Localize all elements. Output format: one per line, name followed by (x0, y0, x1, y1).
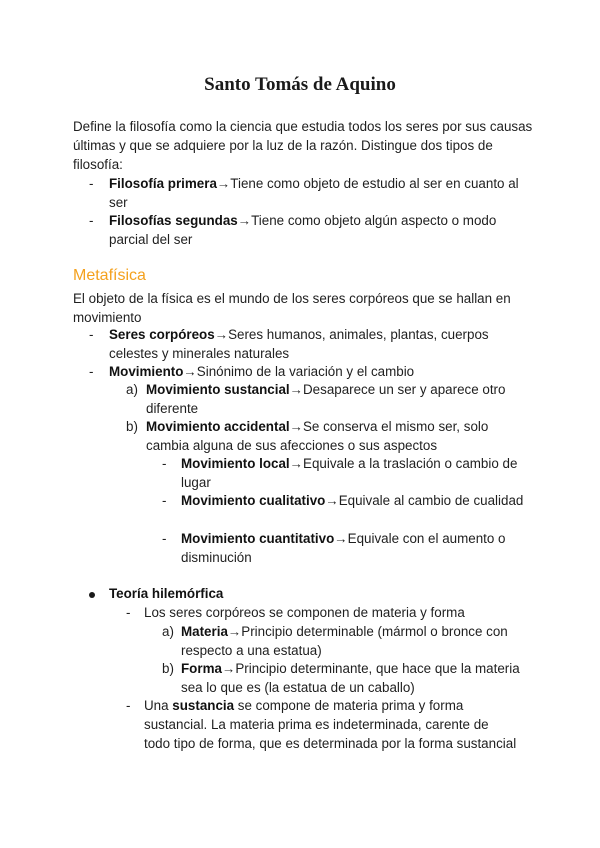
dash-marker: - (89, 327, 94, 342)
term-movimiento-local: Movimiento local (181, 456, 290, 471)
page-title: Santo Tomás de Aquino (204, 74, 396, 95)
definition-seres-corporeos: →Seres humanos, animales, plantas, cuerpos celestes y minerales naturales (109, 327, 489, 361)
list-marker: b) (162, 661, 174, 676)
term-materia: Materia (181, 624, 228, 639)
definition-movimiento-accidental: →Se conserva el mismo ser, solo cambia alguna de sus afecciones o sus aspectos (146, 419, 489, 453)
term-sustancia: sustancia (172, 698, 235, 713)
sustancia-prefix: Una (144, 698, 173, 713)
term-seres-corporeos: Seres corpóreos (109, 327, 215, 342)
term-filosofias-segundas: Filosofías segundas (109, 213, 238, 228)
term-movimiento-cualitativo: Movimiento cualitativo (181, 493, 326, 508)
dash-marker: - (126, 605, 131, 620)
section-heading-metafisica: Metafísica (73, 267, 146, 284)
term-movimiento: Movimiento (109, 364, 184, 379)
definition-movimiento-cuantitativo: →Equivale con el aumento o disminución (181, 531, 506, 565)
definition-forma: →Principio determinante, que hace que la materia sea lo que es (la estatua de un caballo) (181, 661, 520, 695)
bullet-marker (89, 592, 95, 598)
term-filosofia-primera: Filosofía primera (109, 176, 217, 191)
dash-marker: - (89, 213, 94, 228)
dash-marker: - (126, 698, 131, 713)
intro-paragraph: Define la filosofía como la ciencia que estudia todos los seres por sus causas últimas y que se adquiere por la luz de la razón. Distingue dos tipos de filosofía: (73, 119, 533, 172)
dash-marker: - (162, 493, 167, 508)
term-movimiento-sustancial: Movimiento sustancial (146, 382, 290, 397)
term-forma: Forma (181, 661, 222, 676)
definition-filosofias-segundas: →Tiene como objeto algún aspecto o modo parcial del ser (109, 213, 497, 247)
heading-teoria-hilemorfica: Teoría hilemórfica (109, 586, 224, 601)
definition-movimiento-sustancial: →Desaparece un ser y aparece otro diferente (146, 382, 506, 416)
list-marker: a) (126, 382, 138, 397)
dash-marker: - (89, 364, 94, 379)
term-movimiento-accidental: Movimiento accidental (146, 419, 290, 434)
dash-marker: - (162, 456, 167, 471)
definition-movimiento: →Sinónimo de la variación y el cambio (183, 364, 415, 379)
definition-sustancia: se compone de materia prima y forma sustancial. La materia prima es indeterminada, carente de todo tipo de forma, que es determinada por la forma sustancial (144, 698, 517, 751)
list-marker: a) (162, 624, 174, 639)
metafisica-paragraph: El objeto de la física es el mundo de los seres corpóreos que se hallan en movimiento (73, 291, 511, 325)
term-movimiento-cuantitativo: Movimiento cuantitativo (181, 531, 335, 546)
dash-marker: - (162, 531, 167, 546)
definition-materia: →Principio determinable (mármol o bronce con respecto a una estatua) (181, 624, 508, 658)
definition-movimiento-cualitativo: →Equivale al cambio de cualidad (325, 493, 524, 508)
definition-movimiento-local: →Equivale a la traslación o cambio de lugar (181, 456, 518, 490)
list-marker: b) (126, 419, 138, 434)
definition-filosofia-primera: →Tiene como objeto de estudio al ser en cuanto al ser (109, 176, 519, 210)
dash-marker: - (89, 176, 94, 191)
